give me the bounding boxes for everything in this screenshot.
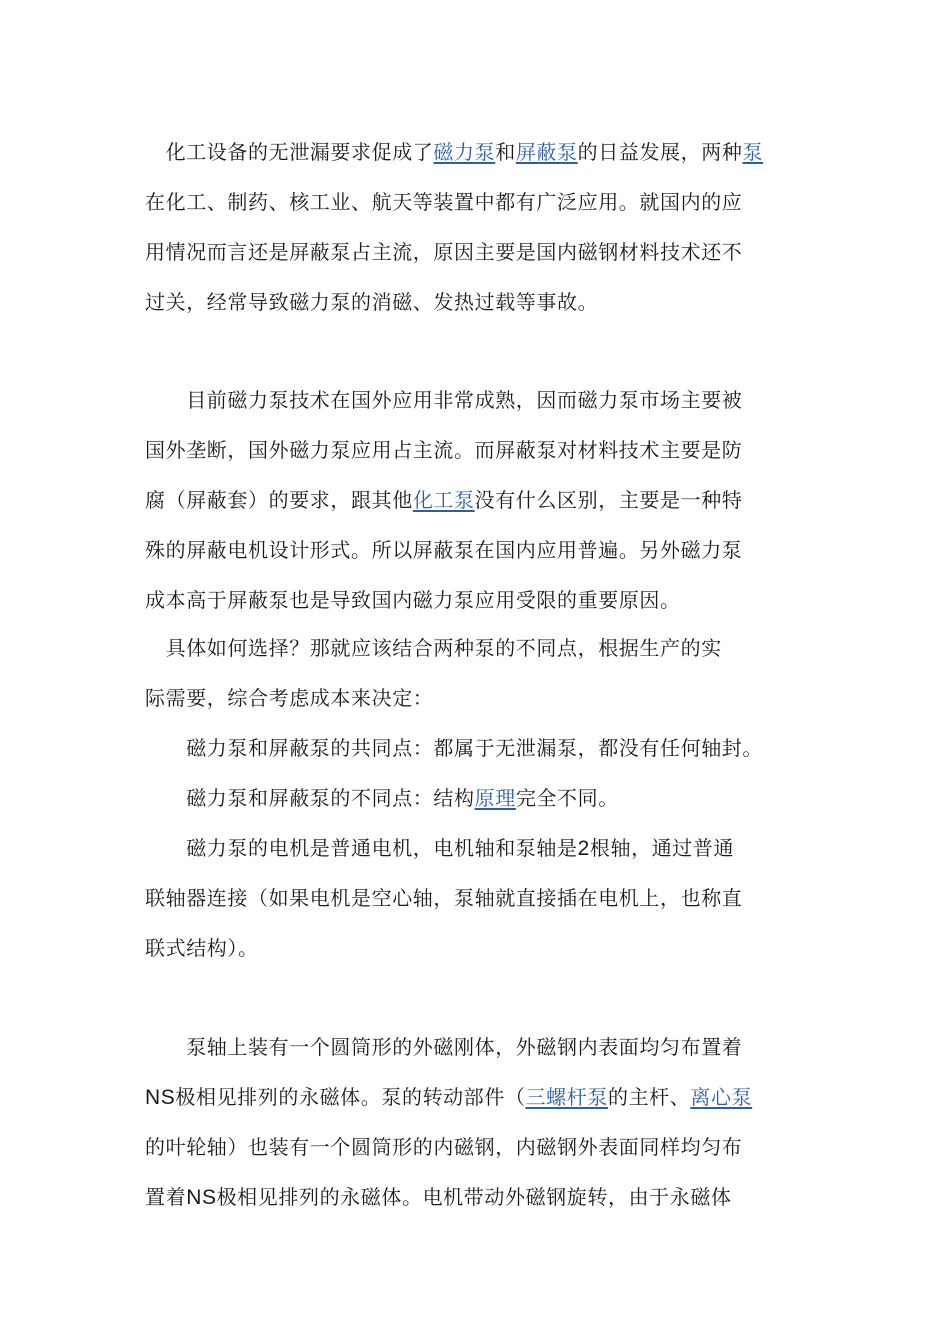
text-segment: 的日益发展，两种 xyxy=(577,140,743,164)
latin-text-segment: NS xyxy=(186,1186,217,1209)
hyperlink[interactable]: 原理 xyxy=(474,786,516,810)
text-segment: 根轴，通过普通 xyxy=(589,836,735,860)
text-segment: 的主杆、 xyxy=(607,1085,691,1109)
text-segment: 没有什么区别，主要是一种特 xyxy=(474,488,743,512)
text-segment: 完全不同。 xyxy=(515,786,619,810)
text-segment: 置着 xyxy=(145,1185,187,1209)
text-segment: 目前磁力泵技术在国外应用非常成熟，因而磁力泵市场主要被 xyxy=(145,388,743,412)
text-line xyxy=(145,585,681,615)
text-line xyxy=(145,137,763,167)
text-segment: 极相见排列的永磁体。电机带动外磁钢旋转，由于永磁体 xyxy=(216,1185,732,1209)
text-segment: 的叶轮轴）也装有一个圆筒形的内磁钢，内磁钢外表面同样均匀布 xyxy=(145,1135,743,1159)
text-line xyxy=(145,633,722,663)
text-line xyxy=(145,883,742,913)
text-segment: 磁力泵的电机是普通电机，电机轴和泵轴是 xyxy=(145,836,578,860)
hyperlink[interactable]: 屏蔽泵 xyxy=(515,140,578,164)
text-line xyxy=(145,833,734,864)
text-segment: 过关，经常导致磁力泵的消磁、发热过载等事故。 xyxy=(145,290,599,314)
hyperlink[interactable]: 离心泵 xyxy=(690,1085,753,1109)
hyperlink[interactable]: 三螺杆泵 xyxy=(525,1085,608,1109)
text-line xyxy=(145,1132,742,1162)
text-line xyxy=(145,933,259,963)
text-segment: 际需要，综合考虑成本来决定： xyxy=(145,686,434,710)
text-segment: 在化工、制药、核工业、航天等装置中都有广泛应用。就国内的应 xyxy=(145,190,743,214)
text-line xyxy=(145,783,619,813)
latin-text-segment: 2 xyxy=(577,837,590,860)
text-line xyxy=(145,435,742,465)
text-line xyxy=(145,287,598,317)
text-line xyxy=(145,683,433,713)
latin-text-segment: NS xyxy=(145,1086,176,1109)
hyperlink[interactable]: 磁力泵 xyxy=(433,140,496,164)
text-segment: 国外垄断，国外磁力泵应用占主流。而屏蔽泵对材料技术主要是防 xyxy=(145,438,743,462)
text-segment: 和 xyxy=(495,140,516,164)
text-segment: 联轴器连接（如果电机是空心轴，泵轴就直接插在电机上，也称直 xyxy=(145,886,743,910)
text-line xyxy=(145,1082,752,1113)
text-line xyxy=(145,237,742,267)
text-line xyxy=(145,385,742,415)
text-segment: 泵轴上装有一个圆筒形的外磁刚体，外磁钢内表面均匀布置着 xyxy=(145,1035,743,1059)
text-line xyxy=(145,535,742,565)
text-segment: 腐（屏蔽套）的要求，跟其他 xyxy=(145,488,413,512)
hyperlink[interactable]: 化工泵 xyxy=(412,488,475,512)
text-line xyxy=(145,485,742,515)
text-segment: 磁力泵和屏蔽泵的共同点：都属于无泄漏泵，都没有任何轴封。 xyxy=(145,736,763,760)
text-segment: 联式结构）。 xyxy=(145,936,259,960)
text-segment: 具体如何选择？那就应该结合两种泵的不同点，根据生产的实 xyxy=(145,636,722,660)
text-line xyxy=(145,733,763,763)
text-segment: 化工设备的无泄漏要求促成了 xyxy=(145,140,434,164)
text-segment: 用情况而言还是屏蔽泵占主流，原因主要是国内磁钢材料技术还不 xyxy=(145,240,743,264)
text-line xyxy=(145,1182,732,1213)
text-segment: 磁力泵和屏蔽泵的不同点：结构 xyxy=(145,786,475,810)
hyperlink[interactable]: 泵 xyxy=(742,140,764,164)
text-segment: 成本高于屏蔽泵也是导致国内磁力泵应用受限的重要原因。 xyxy=(145,588,681,612)
text-line xyxy=(145,187,742,217)
text-segment: 极相见排列的永磁体。泵的转动部件（ xyxy=(175,1085,526,1109)
text-segment: 殊的屏蔽电机设计形式。所以屏蔽泵在国内应用普遍。另外磁力泵 xyxy=(145,538,743,562)
text-line xyxy=(145,1032,742,1062)
